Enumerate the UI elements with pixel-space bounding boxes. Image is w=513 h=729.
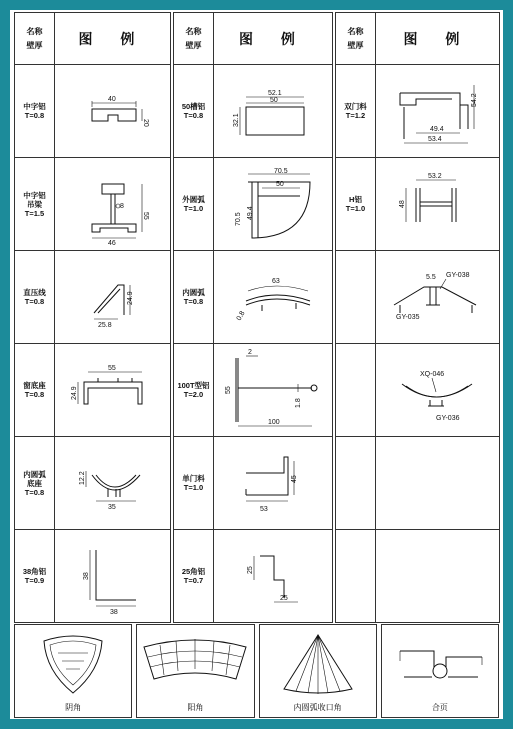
svg-text:40: 40: [107, 96, 116, 103]
header-thickness: 壁厚: [185, 40, 202, 50]
svg-text:54.2: 54.2: [471, 93, 478, 107]
svg-text:53: 53: [260, 506, 268, 513]
svg-text:50: 50: [270, 97, 278, 104]
profile-drawing: [214, 437, 333, 530]
profile-name: 单门料 T=1.0: [174, 437, 214, 530]
svg-text:63: 63: [272, 278, 280, 285]
table-row: [15, 530, 500, 623]
profile-drawing: [376, 158, 500, 251]
profile-drawing: [214, 344, 333, 437]
svg-text:53.2: 53.2: [428, 173, 442, 180]
header-name-cell: [336, 13, 376, 65]
profile-name: 38角铝 T=0.9: [15, 530, 55, 623]
corner-label: 阴角: [65, 703, 82, 712]
svg-text:GY-035: GY-035: [396, 314, 420, 321]
corner-label: 内圆弧收口角: [293, 703, 342, 712]
profile-name: [336, 437, 376, 530]
profile-name: 外圆弧 T=1.0: [174, 158, 214, 251]
profile-name: 100T型铝 T=2.0: [174, 344, 214, 437]
svg-text:45: 45: [291, 475, 298, 483]
header-name: 名称: [26, 26, 43, 36]
svg-text:32.1: 32.1: [233, 113, 240, 127]
table-row: [15, 65, 500, 158]
header-figure: 图 例: [214, 13, 333, 65]
header-thickness: 壁厚: [347, 40, 364, 50]
svg-text:8: 8: [119, 203, 124, 210]
profile-drawing: [214, 158, 333, 251]
header-thickness: 壁厚: [26, 40, 43, 50]
svg-text:38: 38: [109, 609, 118, 616]
svg-text:70.5: 70.5: [274, 168, 288, 175]
profile-name: [336, 530, 376, 623]
inner-corner-drawing: [38, 631, 108, 697]
table-row: [15, 251, 500, 344]
svg-text:25.8: 25.8: [97, 322, 112, 329]
header-figure: 图 例: [376, 13, 500, 65]
svg-text:20: 20: [141, 119, 149, 127]
profile-name: [336, 251, 376, 344]
corner-label: 阳角: [187, 703, 204, 712]
corner-card: [136, 624, 254, 718]
svg-text:25: 25: [280, 595, 288, 602]
profile-name: 内圆弧 底座 T=0.8: [15, 437, 55, 530]
profile-drawing-empty: [376, 437, 500, 530]
table-row: [15, 344, 500, 437]
corner-card: [381, 624, 499, 718]
profile-name: 中字铝 吊梁 T=1.5: [15, 158, 55, 251]
svg-text:2: 2: [248, 349, 252, 356]
header-name: 名称: [185, 26, 202, 36]
profile-drawing: [55, 437, 171, 530]
svg-text:52.1: 52.1: [268, 90, 282, 97]
header-figure: 图 例: [55, 13, 171, 65]
profile-drawing: [214, 530, 333, 623]
profile-drawing: [55, 158, 171, 251]
arc-closing-corner-drawing: [268, 631, 368, 697]
table-row: [15, 158, 500, 251]
profile-drawing: [55, 251, 171, 344]
profile-name: 双门料 T=1.2: [336, 65, 376, 158]
svg-text:50: 50: [276, 181, 284, 188]
profile-name: [336, 344, 376, 437]
corner-pieces: [14, 624, 499, 718]
svg-text:24.9: 24.9: [70, 386, 78, 400]
profile-name: 直压线 T=0.8: [15, 251, 55, 344]
svg-text:0.8: 0.8: [235, 310, 247, 322]
table-row: [15, 437, 500, 530]
svg-text:1.8: 1.8: [295, 398, 302, 408]
svg-text:12.2: 12.2: [78, 471, 86, 485]
profile-name: 窗底座 T=0.8: [15, 344, 55, 437]
header-name-cell: [174, 13, 214, 65]
corner-card: [14, 624, 132, 718]
svg-text:70.5: 70.5: [235, 212, 242, 226]
profile-drawing: [376, 344, 500, 437]
outer-corner-drawing: [140, 631, 250, 691]
profile-name: 50槽铝 T=0.8: [174, 65, 214, 158]
table-header-row: [15, 13, 500, 65]
svg-text:GY-038: GY-038: [446, 272, 470, 279]
profile-drawing: [55, 344, 171, 437]
profile-drawing: [214, 65, 333, 158]
hinge-drawing: [390, 631, 490, 691]
header-name: 名称: [347, 26, 364, 36]
svg-text:48: 48: [399, 200, 406, 208]
svg-text:100: 100: [268, 419, 280, 426]
svg-text:55: 55: [141, 212, 149, 220]
corner-label: 合页: [431, 703, 448, 712]
svg-text:5.5: 5.5: [426, 274, 436, 281]
profile-drawing: [55, 530, 171, 623]
profile-drawing: [55, 65, 171, 158]
header-name-cell: [15, 13, 55, 65]
svg-text:38: 38: [82, 572, 90, 580]
profile-name: 25角铝 T=0.7: [174, 530, 214, 623]
profile-drawing: [376, 65, 500, 158]
profile-name: H铝 T=1.0: [336, 158, 376, 251]
profile-name: 内圆弧 T=0.8: [174, 251, 214, 344]
svg-text:46: 46: [107, 240, 116, 246]
svg-text:24.9: 24.9: [126, 291, 134, 305]
catalog-sheet: [14, 12, 499, 718]
svg-text:25: 25: [247, 566, 254, 574]
svg-text:GY-036: GY-036: [436, 415, 460, 422]
svg-text:49.4: 49.4: [430, 126, 444, 133]
profile-name: 中字铝 T=0.8: [15, 65, 55, 158]
profile-drawing: [214, 251, 333, 344]
svg-text:49.4: 49.4: [247, 206, 254, 220]
profile-drawing-empty: [376, 530, 500, 623]
svg-text:35: 35: [107, 504, 116, 511]
profile-drawing: [376, 251, 500, 344]
svg-text:XQ-046: XQ-046: [420, 371, 445, 378]
corner-card: [259, 624, 377, 718]
svg-text:55: 55: [107, 365, 116, 372]
profile-table: [14, 12, 500, 623]
svg-text:53.4: 53.4: [428, 136, 442, 143]
svg-text:55: 55: [225, 386, 232, 394]
